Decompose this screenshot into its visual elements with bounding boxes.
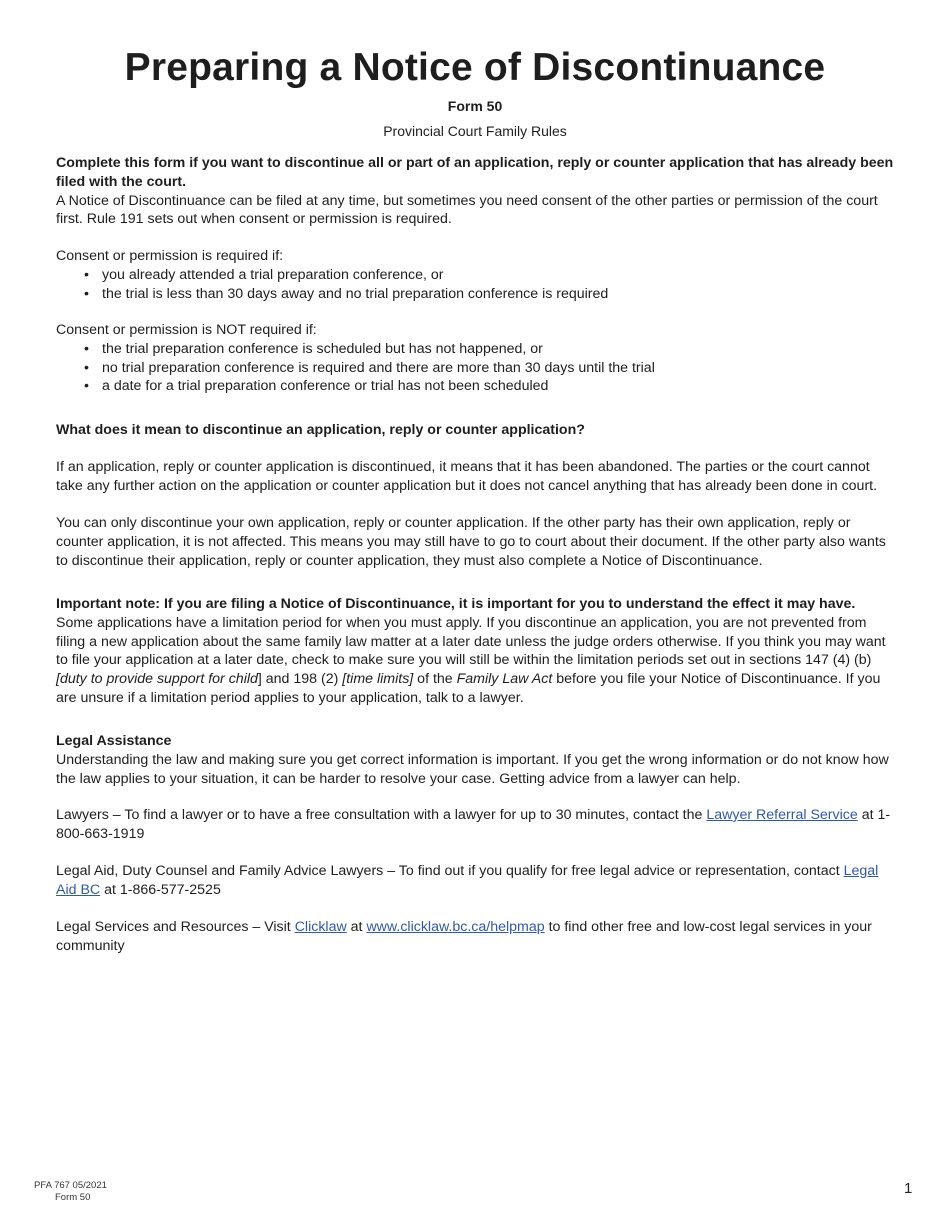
lawyer-referral-link[interactable]: Lawyer Referral Service bbox=[706, 807, 858, 823]
important-note-heading: Important note: If you are filing a Notice of Discontinuance, it is important for you to understand the effect it may have. bbox=[56, 596, 856, 612]
form-code: PFA 767 05/2021 bbox=[34, 1180, 107, 1191]
intro-instruction: Complete this form if you want to discontinue all or part of an application, reply or counter application that has already been filed with the court. bbox=[56, 155, 894, 190]
legal-aid-paragraph: Legal Aid, Duty Counsel and Family Advice Lawyers – To find out if you qualify for free legal advice or representation, contact Legal Aid BC at 1-866-577-2525 bbox=[56, 863, 879, 898]
consent-required-section bbox=[56, 247, 896, 303]
list-item: • a date for a trial preparation conference or trial has not been scheduled bbox=[102, 377, 896, 396]
meaning-para-2-block bbox=[56, 514, 896, 570]
meaning-para-1: If an application, reply or counter application is discontinued, it means that it has been abandoned. The parties or the court cannot take any further action on the application or counter application but it does not cancel anything that has already been done in court. bbox=[56, 459, 878, 494]
meaning-para-2: You can only discontinue your own application, reply or counter application. If the other party has their own application, reply or counter application, it is not affected. This means you may still have to go to court about their document. If the other party also wants to discontinue their application, reply or counter application, they must also complete a Notice of Discontinuance. bbox=[56, 515, 886, 569]
lawyers-paragraph: Lawyers – To find a lawyer or to have a free consultation with a lawyer for up to 30 minutes, contact the Lawyer Referral Service at 1-800-663-1919 bbox=[56, 807, 891, 842]
consent-not-required-section bbox=[56, 321, 896, 396]
rules-name: Provincial Court Family Rules bbox=[383, 123, 567, 139]
meaning-section bbox=[56, 421, 896, 440]
meaning-para-1-block bbox=[56, 458, 896, 496]
list-item: • you already attended a trial preparation conference, or bbox=[102, 266, 896, 285]
consent-not-required-list bbox=[56, 340, 896, 396]
clicklaw-link[interactable]: Clicklaw bbox=[294, 919, 347, 935]
page-number: 1 bbox=[904, 1180, 913, 1197]
legal-assistance-text: Understanding the law and making sure you get correct information is important. If you get the wrong information or do not know how the law applies to your situation, it can be harder to resolve your case. Getting advice from a lawyer can help. bbox=[56, 751, 889, 787]
list-item: • the trial is less than 30 days away and no trial preparation conference is required bbox=[102, 285, 896, 304]
list-item: • the trial preparation conference is scheduled but has not happened, or bbox=[102, 340, 896, 359]
intro-text: A Notice of Discontinuance can be filed at any time, but sometimes you need consent of the other parties or permission of the court first. Rule 191 sets out when consent or permission is required. bbox=[56, 192, 878, 228]
legal-aid-bc-link[interactable]: Legal Aid BC bbox=[56, 863, 879, 898]
form-number: Form 50 bbox=[447, 98, 503, 114]
important-note-section bbox=[56, 595, 896, 708]
consent-required-list bbox=[56, 266, 896, 304]
footer-form-label: Form 50 bbox=[55, 1192, 91, 1203]
consent-required-heading: Consent or permission is required if: bbox=[56, 248, 284, 264]
helpmap-link[interactable]: www.clicklaw.bc.ca/helpmap bbox=[366, 919, 545, 935]
consent-not-required-heading: Consent or permission is NOT required if: bbox=[56, 322, 317, 338]
legal-assistance-section bbox=[56, 732, 896, 788]
page-title: Preparing a Notice of Discontinuance bbox=[124, 46, 826, 89]
resources-paragraph: Legal Services and Resources – Visit Clicklaw at www.clicklaw.bc.ca/helpmap to find other free and low-cost legal services in your community bbox=[56, 919, 872, 954]
list-item: • no trial preparation conference is required and there are more than 30 days until the trial bbox=[102, 359, 896, 378]
legal-assistance-heading: Legal Assistance bbox=[56, 733, 172, 749]
important-note-text: Some applications have a limitation period for when you must apply. If you discontinue an application, you are not prevented from filing a new application about the same family law matter at a later date unless the judge orders otherwise. If you think you may want to file your application at a later date, check to make sure you will still be within the limitation periods set out in sections 147 (4) (b) [duty to provide support for child] and 198 (2) [time limits] of the Family Law Act before you file your Notice of Discontinuance. If you are unsure if a limitation period applies to your application, talk to a lawyer. bbox=[56, 614, 886, 706]
intro-section bbox=[56, 154, 896, 229]
meaning-heading: What does it mean to discontinue an application, reply or counter application? bbox=[56, 422, 585, 438]
